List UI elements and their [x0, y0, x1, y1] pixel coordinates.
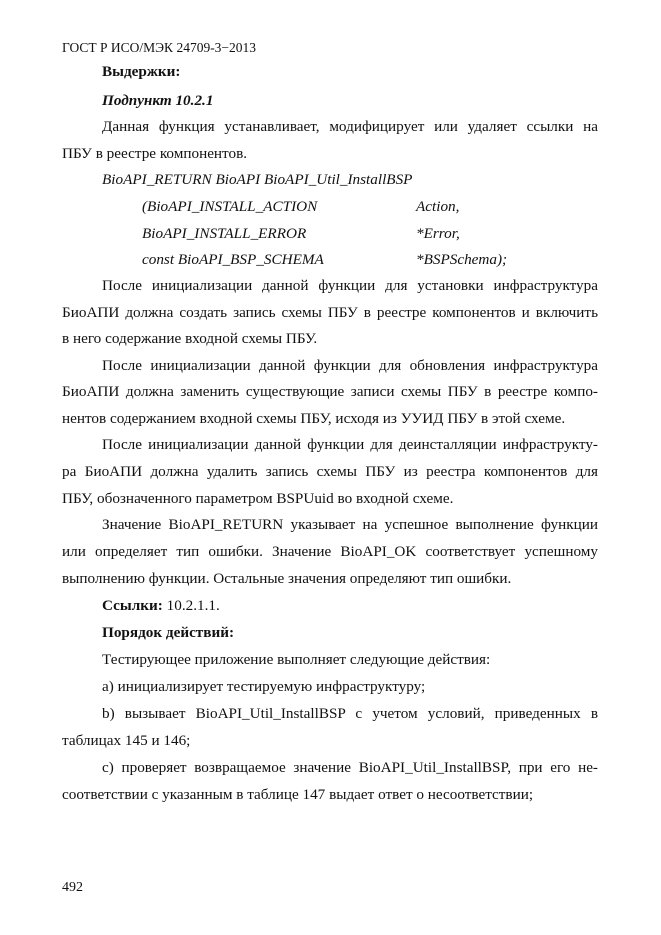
references-label: Ссылки: — [102, 597, 163, 614]
param-name: Action, — [416, 198, 460, 215]
param-type: const BioAPI_BSP_SCHEMA — [142, 251, 324, 268]
list-item: с) проверяет возвращаемое значение BioAPI_Util_InstallBSP, при его не- — [102, 759, 598, 776]
param-name: *BSPSchema); — [416, 251, 508, 268]
paragraph-line: в него содержание входной схемы ПБУ. — [62, 330, 318, 347]
list-item-continuation: таблицах 145 и 146; — [62, 732, 191, 749]
paragraph-line: нентов содержанием входной схемы ПБУ, исходя из УУИД ПБУ в этой схеме. — [62, 410, 566, 427]
function-signature: BioAPI_RETURN BioAPI BioAPI_Util_InstallBSP — [102, 171, 413, 188]
list-item-continuation: соответствии с указанным в таблице 147 выдает ответ о несоответствии; — [62, 786, 534, 803]
paragraph-line: или определяет тип ошибки. Значение BioAPI_OK соответствует успешному — [62, 543, 598, 560]
paragraph-line: Значение BioAPI_RETURN указывает на успешное выполнение функции — [102, 516, 598, 533]
param-name: *Error, — [416, 225, 460, 242]
paragraph-line: Тестирующее приложение выполняет следующие действия: — [102, 651, 491, 668]
param-type: (BioAPI_INSTALL_ACTION — [142, 198, 318, 215]
param-type: BioAPI_INSTALL_ERROR — [142, 225, 307, 242]
references-value: 10.2.1.1. — [162, 597, 220, 614]
procedure-heading: Порядок действий: — [102, 624, 235, 641]
page-number: 492 — [62, 880, 83, 895]
list-item: b) вызывает BioAPI_Util_InstallBSP с учетом условий, приведенных в — [102, 705, 598, 722]
list-item: а) инициализирует тестируемую инфраструктуру; — [102, 678, 426, 695]
paragraph-line: ра БиоАПИ должна удалить запись схемы ПБУ из реестра компонентов для — [62, 463, 598, 480]
paragraph-line: После инициализации данной функции для установки инфраструктура — [102, 277, 598, 294]
paragraph-line: выполнению функции. Остальные значения определяют тип ошибки. — [62, 570, 512, 587]
paragraph-line: БиоАПИ должна заменить существующие записи схемы ПБУ в реестре компо- — [62, 383, 598, 400]
document-header: ГОСТ Р ИСО/МЭК 24709-3−2013 — [62, 40, 257, 55]
paragraph-line: После инициализации данной функции для деинсталляции инфраструкту- — [102, 436, 598, 453]
paragraph-line: Данная функция устанавливает, модифицирует или удаляет ссылки на — [102, 118, 598, 135]
paragraph-line: После инициализации данной функции для обновления инфраструктура — [102, 357, 598, 374]
paragraph-line: ПБУ в реестре компонентов. — [62, 145, 248, 162]
paragraph-line: БиоАПИ должна создать запись схемы ПБУ в реестре компонентов и включить — [62, 304, 598, 321]
subclause-heading: Подпункт 10.2.1 — [102, 92, 214, 109]
paragraph-line: ПБУ, обозначенного параметром BSPUuid во входной схеме. — [62, 490, 454, 507]
excerpts-heading: Выдержки: — [102, 63, 181, 80]
references-line — [102, 596, 598, 616]
